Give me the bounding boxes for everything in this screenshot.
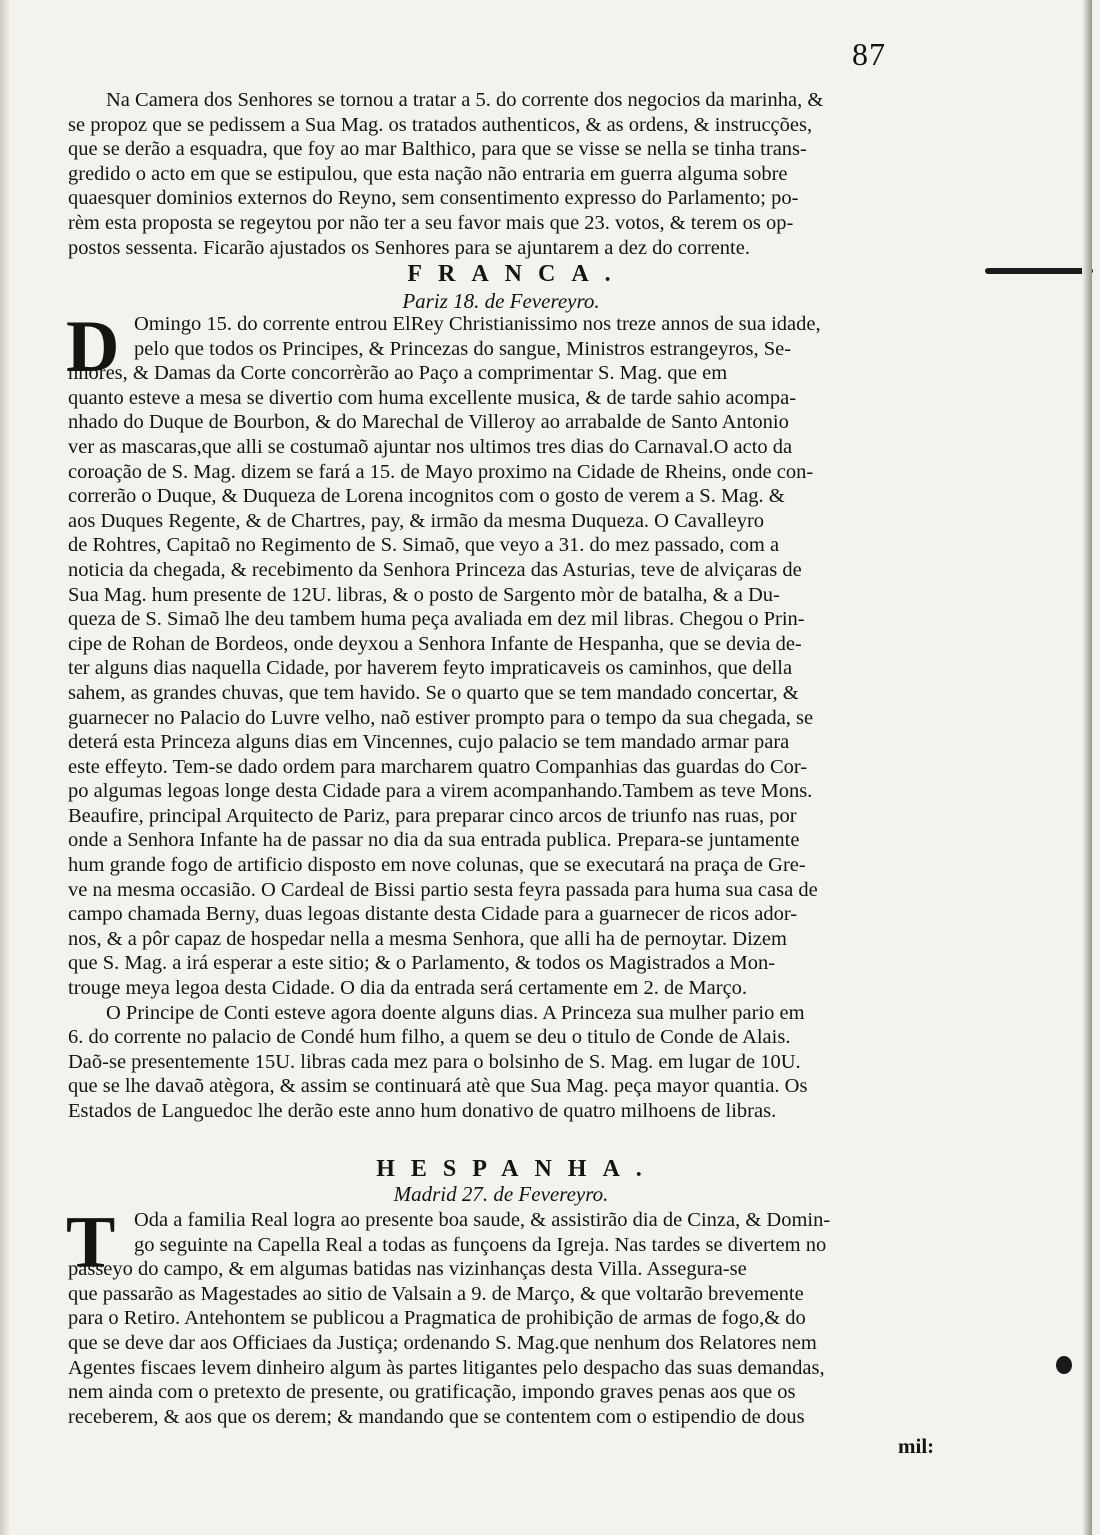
text-line: Sua Mag. hum presente de 12U. libras, & o posto de Sargento mòr de batalha, & a Du-	[68, 583, 780, 606]
dateline-madrid: Madrid 27. de Fevereyro.	[393, 1182, 609, 1206]
text-line: onde a Senhora Infante ha de passar no dia da sua entrada publica. Prepara-se juntamente	[68, 829, 800, 852]
text-line: este effeyto. Tem-se dado ordem para marcharem quatro Companhias das guardas do Cor-	[68, 755, 808, 778]
text-line: que S. Mag. a irá esperar a este sitio; & o Parlamento, & todos os Magistrados a Mon-	[68, 952, 776, 975]
catchword: mil:	[898, 1434, 935, 1458]
text-line: nos, & a pôr capaz de hospedar nella a mesma Senhora, que alli ha de pernoytar. Dizem	[68, 927, 787, 950]
text-line: que passarão as Magestades ao sitio de Valsain a 9. de Março, & que voltarão brevemente	[68, 1282, 804, 1305]
text-line: nhores, & Damas da Corte concorrèrão ao Paço a comprimentar S. Mag. que em	[68, 362, 728, 385]
hespanha-article	[66, 1202, 934, 1429]
text-line: trouge meya legoa desta Cidade. O dia da entrada será certamente em 2. de Março.	[68, 977, 748, 1000]
text-line: coroação de S. Mag. dizem se fará a 15. de Mayo proximo na Cidade de Rheins, onde con-	[68, 460, 814, 483]
text-line: correrão o Duque, & Duqueza de Lorena incognitos com o gosto de verem a S. Mag. &	[68, 485, 785, 508]
text-line: pelo que todos os Principes, & Princezas do sangue, Ministros estrangeyros, Se-	[134, 337, 792, 360]
text-line: queza de S. Simaõ lhe deu tambem huma peça avaliada em dez mil libras. Chegou o Prin-	[68, 608, 805, 631]
intro-paragraph	[68, 88, 934, 260]
text-line: nem ainda com o pretexto de presente, ou gratificação, impondo graves penas aos que os	[68, 1381, 796, 1404]
text-line: Agentes fiscaes levem dinheiro algum às partes litigantes pelo despacho das suas demandas,	[68, 1356, 825, 1379]
franca-paragraph-1	[66, 306, 934, 1001]
text-line: quanto esteve a mesa se divertio com huma excellente musica, & de tarde sahio acompa-	[68, 386, 797, 409]
text-line: quaesquer dominios externos do Reyno, sem consentimento expresso do Parlamento; po-	[68, 187, 799, 210]
page-right-edge	[1082, 0, 1092, 1535]
text-line: O Principe de Conti esteve agora doente alguns dias. A Princeza sua mulher pario em	[106, 1001, 805, 1024]
text-line: ve na mesma occasião. O Cardeal de Bissi partio sesta feyra passada para huma sua casa de	[68, 878, 818, 901]
text-line: passeyo do campo, & em algumas batidas nas vizinhanças desta Villa. Assegura-se	[68, 1258, 747, 1281]
text-line: Na Camera dos Senhores se tornou a tratar a 5. do corrente dos negocios da marinha, &	[106, 89, 824, 111]
text-line: Oda a familia Real logra ao presente boa saude, & assistirão dia de Cinza, & Domin-	[134, 1209, 831, 1231]
margin-ink-blot	[1056, 1356, 1072, 1374]
franca-article	[66, 306, 934, 1124]
text-line: Daõ-se presentemente 15U. libras cada mez para o bolsinho de S. Mag. em lugar de 10U.	[68, 1050, 801, 1073]
drop-cap-t: T	[66, 1202, 116, 1284]
text-line: ter alguns dias naquella Cidade, por haverem feyto impraticaveis os caminhos, que della	[68, 657, 793, 680]
text-line: po algumas legoas longe desta Cidade para a virem acompanhando.Tambem as teve Mons.	[68, 780, 813, 803]
text-line: guarnecer no Palacio do Luvre velho, naõ estiver prompto para o tempo da sua chegada, se	[68, 706, 814, 729]
franca-paragraph-2	[68, 1001, 934, 1124]
text-line: para o Retiro. Antehontem se publicou a Pragmatica de prohibição de armas de fogo,& do	[68, 1307, 806, 1330]
section-heading-franca: FRANCA.	[407, 261, 627, 287]
page-edge-shadow	[0, 0, 10, 1535]
drop-cap-d: D	[66, 306, 120, 388]
dateline-pariz: Pariz 18. de Fevereyro.	[402, 289, 600, 313]
text-line: deterá esta Princeza alguns dias em Vincennes, cujo palacio se tem mandado armar para	[68, 731, 790, 754]
text-line: hum grande fogo de artificio disposto em nove colunas, que se executará na praça de Gre-	[68, 854, 806, 877]
text-line: Estados de Languedoc lhe derão este anno hum donativo de quatro milhoens de libras.	[68, 1100, 777, 1122]
section-heading-hespanha: HESPANHA.	[376, 1156, 658, 1182]
text-line: rèm esta proposta se regeytou por não ter a seu favor mais que 23. votos, & terem os op-	[68, 211, 794, 234]
text-line: postos sessenta. Ficarão ajustados os Senhores para se ajuntarem a dez do corrente.	[68, 236, 750, 259]
text-line: receberem, & aos que os derem; & mandando que se contentem com o estipendio de dous	[68, 1405, 805, 1428]
text-line: nhado do Duque de Bourbon, & do Marechal de Villeroy ao arrabalde de Santo Antonio	[68, 411, 789, 434]
text-line: Omingo 15. do corrente entrou ElRey Christianissimo nos treze annos de sua idade,	[134, 313, 821, 335]
page-number: 87	[852, 36, 886, 72]
text-line: que se derão a esquadra, que foy ao mar Balthico, para que se visse se nella se tinha trans-	[68, 138, 807, 161]
text-line: aos Duques Regente, & de Chartres, pay, & irmão da mesma Duqueza. O Cavalleyro	[68, 509, 765, 532]
text-line: gredido o acto em que se estipulou, que esta nação não entraria em guerra alguma sobre	[68, 162, 788, 185]
text-line: que se lhe davaõ atègora, & assim se continuará atè que Sua Mag. peça mayor quantia. Os	[68, 1075, 808, 1098]
text-line: go seguinte na Capella Real a todas as funçoens da Igreja. Nas tardes se divertem no	[134, 1233, 827, 1256]
text-line: noticia da chegada, & recebimento da Senhora Princeza das Asturias, teve de alviçaras de	[68, 558, 802, 581]
text-line: Beaufire, principal Arquitecto de Pariz, para preparar cinco arcos de triunfo nas ruas, por	[68, 804, 797, 827]
text-line: sahem, as grandes chuvas, que tem havido. Se o quarto que se tem mandado concertar, &	[68, 681, 799, 704]
text-line: que se deve dar aos Officiaes da Justiça; ordenando S. Mag.que nenhum dos Relatores nem	[68, 1331, 817, 1354]
text-line: ver as mascaras,que alli se costumaõ ajuntar nos ultimos tres dias do Carnaval.O acto da	[68, 435, 793, 458]
text-line: campo chamada Berny, duas legoas distante desta Cidade para a guarnecer de ricos ador-	[68, 903, 798, 926]
text-line: de Rohtres, Capitaõ no Regimento de S. Simaõ, que veyo a 31. do mez passado, com a	[68, 534, 780, 557]
text-line: se propoz que se pedissem a Sua Mag. os tratados authenticos, & as ordens, & instrucções,	[68, 113, 813, 136]
text-line: cipe de Rohan de Bordeos, onde deyxou a Senhora Infante de Hespanha, que se devia de-	[68, 632, 802, 655]
hespanha-paragraph-1	[66, 1202, 934, 1429]
margin-rule-mark	[985, 268, 1093, 274]
text-line: 6. do corrente no palacio de Condé hum filho, a quem se deu o titulo de Conde de Alais.	[68, 1026, 791, 1049]
